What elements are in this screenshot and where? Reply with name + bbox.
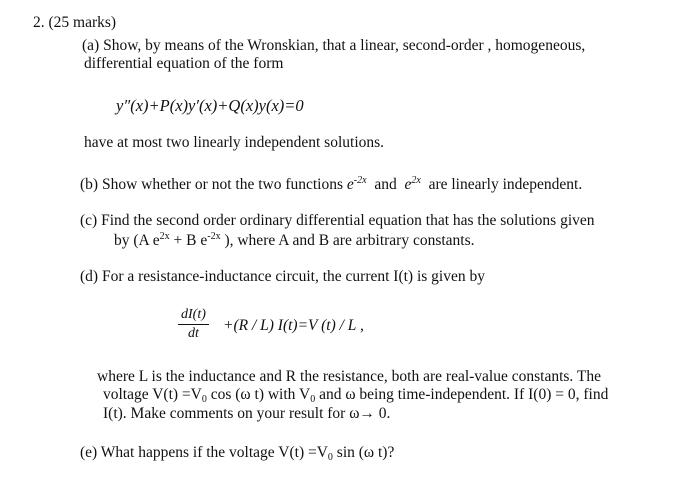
- part-e-line: (e) What happens if the voltage $V(t) =V_0$ sin (ω t)?: [80, 444, 395, 463]
- part-b-prefix: (b) Show whether or not the two functions: [80, 176, 344, 193]
- fraction-denominator: dt: [188, 326, 199, 341]
- part-a-line1: (a) Show, by means of the Wronskian, that a linear, second-order , homogeneous,: [82, 37, 586, 54]
- part-d-line1: (d) For a resistance-inductance circuit, the current I(t) is given by: [80, 268, 485, 285]
- part-b-line: [80, 176, 582, 194]
- part-d-fraction: [178, 306, 209, 343]
- part-a-equation: y″(x)+P(x)y′(x)+Q(x)y(x)=0: [116, 96, 304, 115]
- part-d-line3: voltage $V(t) =V_0$ cos (ω t) with $V_0$ and ω being time-independent. If I(0) = 0, find: [103, 386, 609, 405]
- part-b-suffix: are linearly independent.: [428, 176, 583, 193]
- part-d-line4: I(t). Make comments on your result for ω→ 0.: [103, 405, 391, 422]
- part-b-func1: $e^{-2x}$: [346, 175, 367, 193]
- fraction-numerator: dI(t): [178, 306, 209, 325]
- part-c-line2: by (A $e^{2x} + B$ $e^{-2x}$ ), where A and B are arbitrary constants.: [114, 231, 475, 249]
- part-d-line2: where L is the inductance and R the resistance, both are real-value constants. The: [97, 368, 601, 385]
- part-c-line1: (c) Find the second order ordinary differential equation that has the solutions given: [80, 212, 595, 229]
- question-header: 2. (25 marks): [33, 14, 117, 31]
- part-b-func2: $e^{2x}$: [404, 175, 421, 193]
- part-a-line3: have at most two linearly independent solutions.: [84, 134, 385, 151]
- part-a-line2: differential equation of the form: [84, 55, 284, 72]
- part-b-and: and: [374, 176, 397, 193]
- part-d-equation-rest: +(R / L) I(t)=V (t) / L ,: [223, 317, 364, 334]
